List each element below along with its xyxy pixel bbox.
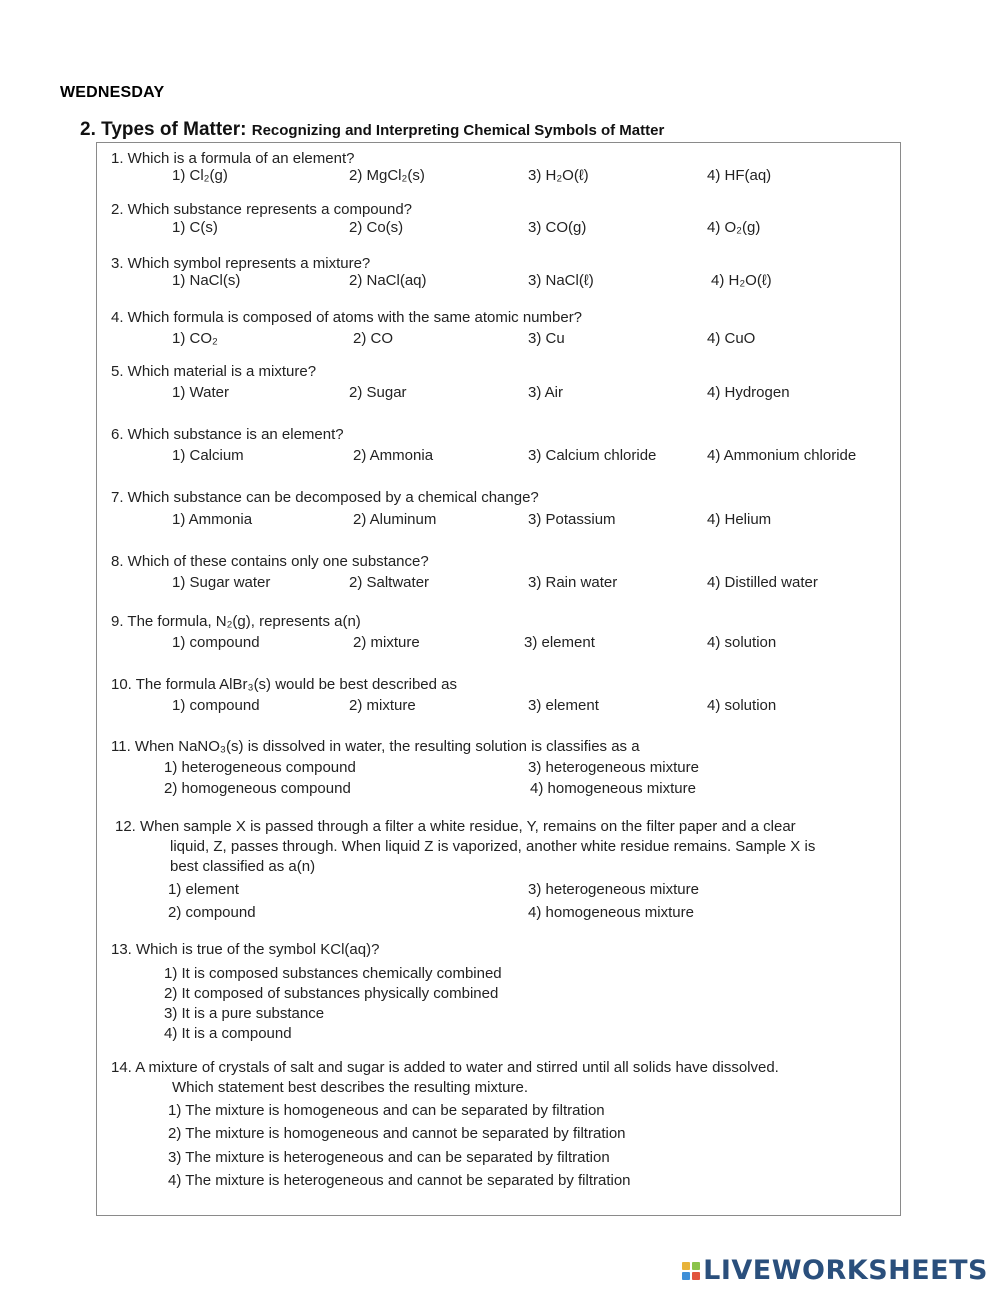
option: 2) Aluminum: [353, 511, 437, 528]
option: 1) Sugar water: [172, 574, 271, 591]
option: 2) NaCl(aq): [349, 272, 427, 289]
question-stem-line: 12. When sample X is passed through a filter a white residue, Y, remains on the filter paper and a clear: [115, 818, 796, 835]
option: 3) Rain water: [528, 574, 618, 591]
logo-square-icon: [682, 1272, 690, 1280]
option: 2) CO: [353, 330, 394, 347]
question-stem: 2. Which substance represents a compound?: [111, 201, 413, 218]
option: 1) Cl₂(g): [172, 167, 228, 184]
question-stem: 3. Which symbol represents a mixture?: [111, 255, 371, 272]
question-stem: 11. When NaNO₃(s) is dissolved in water, the resulting solution is classifies as a: [111, 738, 640, 755]
questions-box: [96, 142, 901, 1216]
question-stem: 10. The formula AlBr₃(s) would be best described as: [111, 676, 458, 693]
option: 1) Calcium: [172, 447, 244, 464]
page-title: [80, 119, 664, 141]
title-subtitle: Recognizing and Interpreting Chemical Symbols of Matter: [251, 122, 665, 139]
question-stem-line: 14. A mixture of crystals of salt and sugar is added to water and stirred until all solids have dissolved.: [111, 1059, 779, 1076]
option: 2) Saltwater: [349, 574, 430, 591]
option: 1) element: [168, 881, 239, 898]
question-stem: 6. Which substance is an element?: [111, 426, 344, 443]
option: 3) It is a pure substance: [164, 1005, 325, 1022]
option: 2) It composed of substances physically combined: [164, 985, 499, 1002]
question-stem: 4. Which formula is composed of atoms with the same atomic number?: [111, 309, 583, 326]
question-stem: 8. Which of these contains only one substance?: [111, 553, 429, 570]
option: 1) CO₂: [172, 330, 218, 347]
option: 2) Ammonia: [353, 447, 434, 464]
logo-square-icon: [692, 1262, 700, 1270]
option: 1) compound: [172, 634, 260, 651]
option: 3) element: [524, 634, 595, 651]
option: 1) The mixture is homogeneous and can be separated by filtration: [168, 1102, 605, 1119]
option: 3) heterogeneous mixture: [528, 881, 699, 898]
option: 4) CuO: [707, 330, 756, 347]
question-stem: 13. Which is true of the symbol KCl(aq)?: [111, 941, 380, 958]
option: 4) solution: [707, 634, 777, 651]
option: 2) compound: [168, 904, 256, 921]
liveworksheets-logo[interactable]: [682, 1255, 988, 1286]
question-stem-line: liquid, Z, passes through. When liquid Z is vaporized, another white residue remains. Sample X is: [170, 838, 816, 855]
option: 4) solution: [707, 697, 777, 714]
question-stem: 1. Which is a formula of an element?: [111, 150, 355, 167]
logo-text: LIVEWORKSHEETS: [703, 1255, 988, 1286]
option: 3) Air: [528, 384, 564, 401]
option: 1) Water: [172, 384, 229, 401]
question-stem: 9. The formula, N₂(g), represents a(n): [111, 613, 361, 630]
option: 4) It is a compound: [164, 1025, 292, 1042]
option: 3) element: [528, 697, 599, 714]
option: 4) Hydrogen: [707, 384, 790, 401]
option: 4) HF(aq): [707, 167, 772, 184]
option: 3) Calcium chloride: [528, 447, 657, 464]
option: 1) heterogeneous compound: [164, 759, 356, 776]
option: 2) mixture: [353, 634, 420, 651]
option: 2) The mixture is homogeneous and cannot be separated by filtration: [168, 1125, 626, 1142]
day-label: WEDNESDAY: [60, 84, 165, 101]
option: 2) homogeneous compound: [164, 780, 351, 797]
option: 3) Potassium: [528, 511, 616, 528]
title-main: 2. Types of Matter:: [80, 119, 247, 140]
option: 3) H₂O(ℓ): [528, 167, 589, 184]
question-stem-line: Which statement best describes the resulting mixture.: [172, 1079, 528, 1096]
question-stem: 7. Which substance can be decomposed by a chemical change?: [111, 489, 539, 506]
option: 4) Helium: [707, 511, 772, 528]
logo-grid-icon: [682, 1262, 700, 1280]
option: 1) It is composed substances chemically combined: [164, 965, 502, 982]
option: 4) Distilled water: [707, 574, 818, 591]
question-stem: 5. Which material is a mixture?: [111, 363, 317, 380]
option: 4) homogeneous mixture: [530, 780, 696, 797]
logo-square-icon: [692, 1272, 700, 1280]
option: 2) mixture: [349, 697, 416, 714]
option: 1) Ammonia: [172, 511, 253, 528]
option: 3) Cu: [528, 330, 565, 347]
option: 4) Ammonium chloride: [707, 447, 857, 464]
option: 2) Co(s): [349, 219, 404, 236]
logo-square-icon: [682, 1262, 690, 1270]
option: 4) H₂O(ℓ): [711, 272, 772, 289]
option: 4) The mixture is heterogeneous and cannot be separated by filtration: [168, 1172, 631, 1189]
option: 4) homogeneous mixture: [528, 904, 694, 921]
question-stem-line: best classified as a(n): [170, 858, 316, 875]
option: 3) NaCl(ℓ): [528, 272, 594, 289]
option: 2) MgCl₂(s): [349, 167, 425, 184]
option: 2) Sugar: [349, 384, 407, 401]
option: 1) compound: [172, 697, 260, 714]
option: 3) heterogeneous mixture: [528, 759, 699, 776]
option: 3) CO(g): [528, 219, 587, 236]
option: 1) C(s): [172, 219, 218, 236]
option: 3) The mixture is heterogeneous and can be separated by filtration: [168, 1149, 610, 1166]
option: 4) O₂(g): [707, 219, 761, 236]
option: 1) NaCl(s): [172, 272, 241, 289]
